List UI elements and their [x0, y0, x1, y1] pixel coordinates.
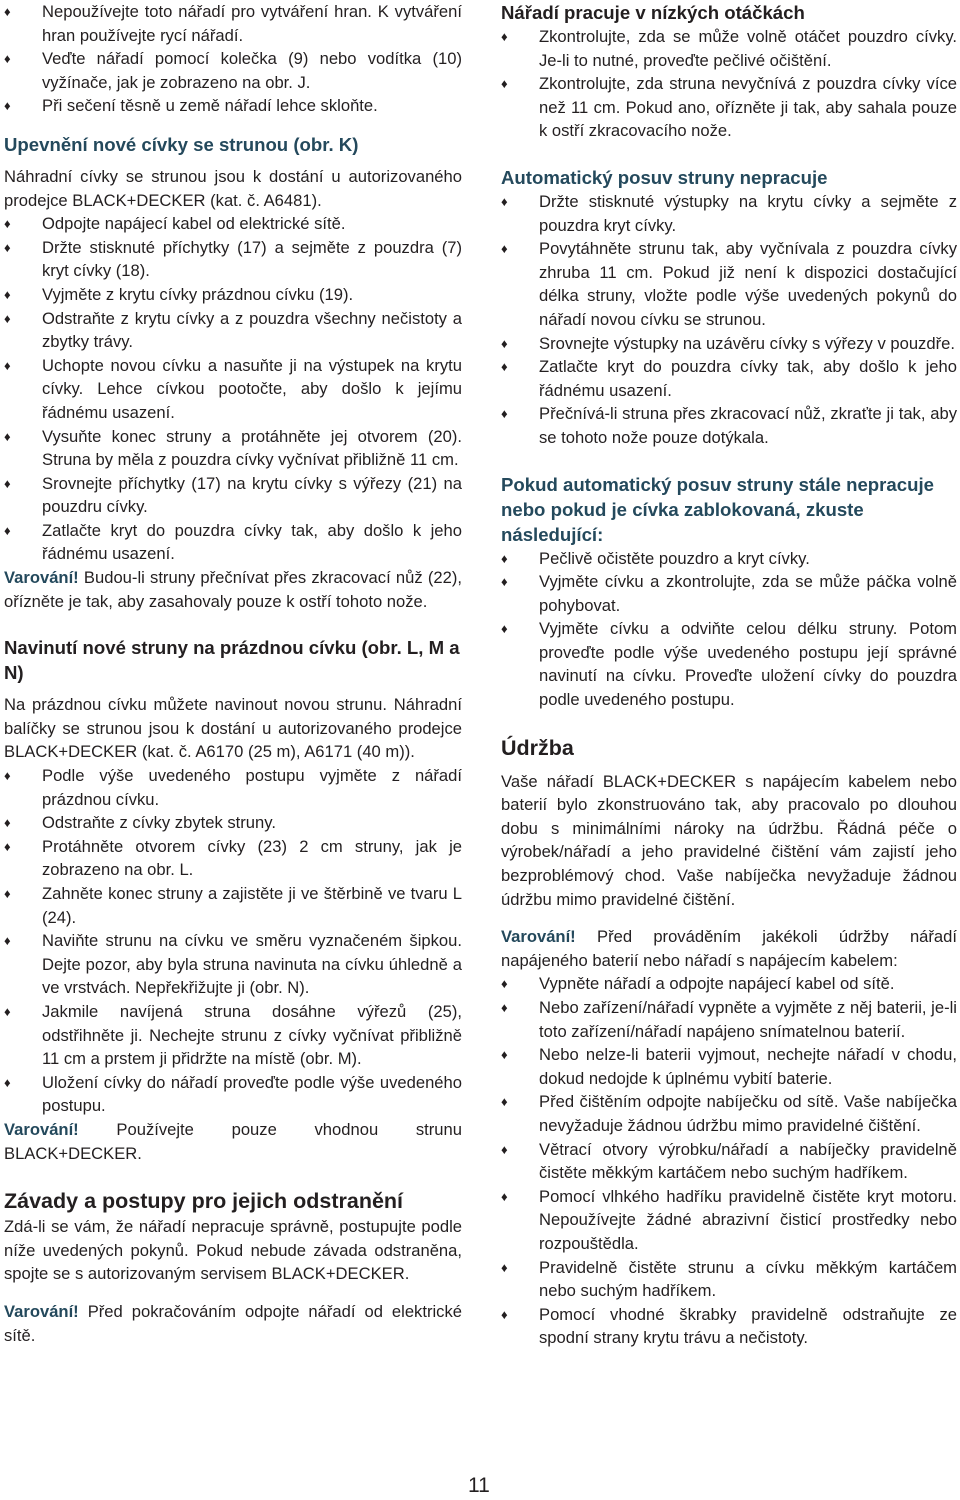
warning-label: Varování!	[501, 927, 576, 947]
diamond-bullet-icon: ♦	[4, 1003, 11, 1019]
list-item: ♦ Zkontrolujte, zda struna nevyčnívá z pouzdra cívky více než 11 cm. Pokud ano, ořízněte ji tak, aby sahala pouze k ostří zkracovacího nože.	[501, 74, 957, 141]
warning-label: Varování!	[4, 1119, 79, 1139]
diamond-bullet-icon: ♦	[501, 550, 508, 566]
list-item: ♦ Při sečení těsně u země nářadí lehce skloňte.	[4, 94, 462, 118]
list-item: ♦ Pečlivě očistěte pouzdro a kryt cívky.	[501, 547, 957, 571]
diamond-bullet-icon: ♦	[501, 1306, 508, 1322]
diamond-bullet-icon: ♦	[4, 239, 11, 255]
diamond-bullet-icon: ♦	[4, 768, 11, 784]
list-item: ♦ Vyjměte z krytu cívky prázdnou cívku (19).	[4, 283, 462, 307]
list-item: ♦ Povytáhněte strunu tak, aby vyčnívala z pouzdra cívky zhruba 11 cm. Pokud již není k dispozici dostačující délka struny, vložte podle výše uvedených pokynů do nářadí novou cívku se strunou.	[501, 239, 957, 329]
autofeed-bullet-list	[501, 190, 957, 450]
low-rpm-bullet-list	[501, 25, 957, 143]
warning-paragraph: Varování! Před prováděním jakékoli údržby nářadí napájeného baterií nebo nářadí s napájecím kabelem:	[501, 927, 957, 970]
list-item: ♦ Zkontrolujte, zda se může volně otáčet pouzdro cívky. Je-li to nutné, proveďte pečlivé očištění.	[501, 27, 957, 70]
warning-paragraph: Varování! Před pokračováním odpojte nářadí od elektrické sítě.	[4, 1301, 462, 1345]
maintenance-intro: Vaše nářadí BLACK+DECKER s napájecím kabelem nebo baterií bylo zkonstruováno tak, aby pracovalo po dlouhou dobu s minimálními nároky na údržbu. Řádná péče o výrobek/nářadí a jeho pravidelné čištění vám zajistí jeho bezproblémový chod. Vaše nabíječka nevyžaduje žádnou údržbu mimo pravidelné čištění.	[501, 771, 957, 909]
warning-paragraph: Varování! Používejte pouze vhodnou strunu BLACK+DECKER.	[4, 1119, 462, 1163]
list-item: ♦ Pomocí vlhkého hadříku pravidelně čistěte kryt motoru. Nepoužívejte žádné abrazivní čisticí prostředky nebo rozpouštědla.	[501, 1186, 957, 1253]
list-item: ♦ Naviňte strunu na cívku ve směru vyznačeném šipkou. Dejte pozor, aby byla struna navinuta na cívku úhledně a ve vrstvách. Nepřekřižujte ji (obr. N).	[4, 931, 462, 998]
diamond-bullet-icon: ♦	[4, 310, 11, 326]
list-item: ♦ Srovnejte příchytky (17) na krytu cívky s výřezy (21) na pouzdru cívky.	[4, 473, 462, 517]
spool-bullet-list	[4, 212, 462, 566]
list-item: ♦ Nebo nelze-li baterii vyjmout, nechejte nářadí v chodu, dokud nedojde k úplnému vybití baterie.	[501, 1045, 957, 1088]
troubleshooting-intro: Zdá-li se vám, že nářadí nepracuje správně, postupujte podle níže uvedených pokynů. Pokud nebude závada odstraněna, spojte se s autorizovaným servisem BLACK+DECKER.	[4, 1217, 462, 1284]
diamond-bullet-icon: ♦	[4, 886, 11, 901]
list-item: ♦ Uchopte novou cívku a nasuňte ji na výstupek na krytu cívky. Lehce cívkou pootočte, aby došlo k jejímu řádnému usazení.	[4, 355, 462, 422]
list-item: ♦ Držte stisknuté příchytky (17) a sejměte z pouzdra (7) kryt cívky (18).	[4, 237, 462, 281]
list-item: ♦ Zatlačte kryt do pouzdra cívky tak, aby došlo k jeho řádnému usazení.	[4, 520, 462, 564]
diamond-bullet-icon: ♦	[501, 621, 508, 637]
diamond-bullet-icon: ♦	[501, 1188, 508, 1204]
winding-section-heading: Navinutí nové struny na prázdnou cívku (obr. L, M a N)	[4, 637, 460, 684]
list-item: ♦ Odstraňte z krytu cívky a z pouzdra všechny nečistoty a zbytky trávy.	[4, 308, 462, 352]
diamond-bullet-icon: ♦	[501, 193, 508, 209]
low-rpm-heading: Nářadí pracuje v nízkých otáčkách	[501, 2, 805, 23]
page-number: 11	[468, 1474, 490, 1497]
diamond-bullet-icon: ♦	[501, 335, 508, 351]
blocked-spool-heading: Pokud automatický posuv struny stále nepracuje nebo pokud je cívka zablokovaná, zkuste následující:	[501, 473, 934, 545]
list-item: ♦ Protáhněte otvorem cívky (23) 2 cm struny, jak je zobrazeno na obr. L.	[4, 836, 462, 880]
list-item: ♦ Nepoužívejte toto nářadí pro vytváření hran. K vytváření hran používejte rycí nářadí.	[4, 2, 462, 45]
list-item: ♦ Vyjměte cívku a zkontrolujte, zda se může páčka volně pohybovat.	[501, 572, 957, 615]
diamond-bullet-icon: ♦	[501, 574, 508, 590]
diamond-bullet-icon: ♦	[501, 1259, 508, 1275]
diamond-bullet-icon: ♦	[4, 216, 11, 232]
warning-paragraph: Varování! Budou-li struny přečnívat přes zkracovací nůž (22), ořízněte je tak, aby zasahovaly pouze k ostří tohoto nože.	[4, 568, 462, 611]
diamond-bullet-icon: ♦	[4, 51, 11, 67]
diamond-bullet-icon: ♦	[4, 357, 11, 373]
diamond-bullet-icon: ♦	[501, 29, 508, 44]
edging-bullet-list	[4, 0, 462, 118]
diamond-bullet-icon: ♦	[4, 1074, 11, 1090]
diamond-bullet-icon: ♦	[4, 428, 11, 444]
blocked-spool-bullet-list	[501, 547, 957, 712]
winding-intro: Na prázdnou cívku můžete navinout novou strunu. Náhradní balíčky se strunou jsou k dostání u autorizovaného prodejce BLACK+DECKER (kat. č. A6170 (25 m), A6171 (40 m)).	[4, 695, 462, 762]
diamond-bullet-icon: ♦	[501, 359, 508, 375]
diamond-bullet-icon: ♦	[4, 4, 11, 19]
maintenance-bullet-list	[501, 972, 957, 1350]
diamond-bullet-icon: ♦	[4, 98, 11, 114]
spool-intro: Náhradní cívky se strunou jsou k dostání u autorizovaného prodejce BLACK+DECKER (kat. č. A6481).	[4, 166, 462, 210]
autofeed-heading: Automatický posuv struny nepracuje	[501, 166, 828, 188]
diamond-bullet-icon: ♦	[501, 406, 508, 422]
left-column	[4, 0, 462, 1347]
list-item: ♦ Zatlačte kryt do pouzdra cívky tak, aby došlo k jeho řádnému usazení.	[501, 357, 957, 400]
list-item: ♦ Pomocí vhodné škrabky pravidelně odstraňujte ze spodní strany krytu trávu a nečistoty.	[501, 1304, 957, 1348]
maintenance-heading: Údržba	[501, 735, 574, 760]
list-item: ♦ Jakmile navíjená struna dosáhne výřezů (25), odstřihněte ji. Nechejte strunu z cívky vyčnívat přibližně 11 cm a prstem ji přidržte na místě (obr. M).	[4, 1001, 462, 1069]
diamond-bullet-icon: ♦	[501, 241, 508, 257]
list-item: ♦ Větrací otvory výrobku/nářadí a nabíječky pravidelně čistěte měkkým kartáčem nebo suchým hadříkem.	[501, 1139, 957, 1183]
list-item: ♦ Uložení cívky do nářadí proveďte podle výše uvedeného postupu.	[4, 1072, 462, 1116]
list-item: ♦ Podle výše uvedeného postupu vyjměte z nářadí prázdnou cívku.	[4, 766, 462, 809]
list-item: ♦ Pravidelně čistěte strunu a cívku měkkým kartáčem nebo suchým hadříkem.	[501, 1257, 957, 1301]
warning-label: Varování!	[4, 568, 79, 588]
right-column	[501, 0, 957, 1350]
list-item: ♦ Nebo zařízení/nářadí vypněte a vyjměte z něj baterii, je-li toto zařízení/nářadí napájeno snímatelnou baterií.	[501, 998, 957, 1041]
diamond-bullet-icon: ♦	[501, 1000, 508, 1015]
diamond-bullet-icon: ♦	[501, 76, 508, 92]
diamond-bullet-icon: ♦	[4, 838, 11, 854]
diamond-bullet-icon: ♦	[4, 522, 11, 538]
warning-label: Varování!	[4, 1301, 79, 1321]
diamond-bullet-icon: ♦	[4, 815, 11, 831]
diamond-bullet-icon: ♦	[501, 1141, 508, 1157]
list-item: ♦ Veďte nářadí pomocí kolečka (9) nebo vodítka (10) vyžínače, jak je zobrazeno na obr. J.	[4, 49, 462, 92]
list-item: ♦ Zahněte konec struny a zajistěte ji ve štěrbině ve tvaru L (24).	[4, 884, 462, 927]
diamond-bullet-icon: ♦	[4, 933, 11, 949]
list-item: ♦ Vyjměte cívku a odviňte celou délku struny. Potom proveďte podle výše uvedeného postupu její správné navinutí na cívku. Proveďte uložení cívky do pouzdra podle uvedeného postupu.	[501, 619, 957, 710]
diamond-bullet-icon: ♦	[501, 1094, 508, 1110]
troubleshooting-heading: Závady a postupy pro jejich odstranění	[4, 1189, 404, 1214]
list-item: ♦ Odpojte napájecí kabel od elektrické sítě.	[4, 212, 462, 236]
spool-section-heading: Upevnění nové cívky se strunou (obr. K)	[4, 133, 359, 155]
diamond-bullet-icon: ♦	[501, 976, 508, 992]
diamond-bullet-icon: ♦	[501, 1047, 508, 1063]
list-item: ♦ Vysuňte konec struny a protáhněte jej otvorem (20). Struna by měla z pouzdra cívky vyčnívat přibližně 11 cm.	[4, 426, 462, 470]
list-item: ♦ Odstraňte z cívky zbytek struny.	[4, 811, 462, 835]
winding-bullet-list	[4, 764, 462, 1118]
list-item: ♦ Před čištěním odpojte nabíječku od sítě. Vaše nabíječka nevyžaduje žádnou údržbu mimo pravidelné čištění.	[501, 1092, 957, 1135]
list-item: ♦ Srovnejte výstupky na uzávěru cívky s výřezy v pouzdře.	[501, 332, 957, 356]
list-item: ♦ Držte stisknuté výstupky na krytu cívky a sejměte z pouzdra kryt cívky.	[501, 191, 957, 235]
diamond-bullet-icon: ♦	[4, 286, 11, 302]
list-item: ♦ Přečnívá-li struna přes zkracovací nůž, zkraťte ji tak, aby se tohoto nože pouze dotýkala.	[501, 404, 957, 447]
list-item: ♦ Vypněte nářadí a odpojte napájecí kabel od sítě.	[501, 972, 957, 996]
diamond-bullet-icon: ♦	[4, 475, 11, 491]
